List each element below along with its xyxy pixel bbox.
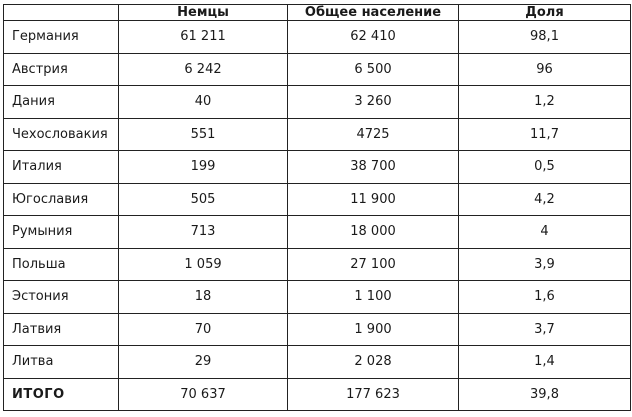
- share-value: 4,2: [459, 183, 631, 216]
- population-count: 27 100: [288, 248, 459, 281]
- country-name: Италия: [4, 151, 119, 184]
- share-value: 98,1: [459, 21, 631, 54]
- table-row: [4, 21, 631, 54]
- country-name: Германия: [4, 21, 119, 54]
- share-value: 96: [459, 53, 631, 86]
- table-row: [4, 86, 631, 119]
- total-germans: 70 637: [119, 378, 288, 411]
- header-country: [4, 5, 119, 21]
- share-value: 1,6: [459, 281, 631, 314]
- table-row: [4, 281, 631, 314]
- total-row: [4, 378, 631, 411]
- germans-count: 6 242: [119, 53, 288, 86]
- share-value: 0,5: [459, 151, 631, 184]
- germans-count: 1 059: [119, 248, 288, 281]
- country-name: Польша: [4, 248, 119, 281]
- share-value: 4: [459, 216, 631, 249]
- population-count: 3 260: [288, 86, 459, 119]
- country-name: Румыния: [4, 216, 119, 249]
- country-name: Латвия: [4, 313, 119, 346]
- header-share: Доля: [459, 5, 631, 21]
- germans-count: 551: [119, 118, 288, 151]
- table-row: [4, 248, 631, 281]
- share-value: 11,7: [459, 118, 631, 151]
- germans-count: 199: [119, 151, 288, 184]
- population-count: 4725: [288, 118, 459, 151]
- table-row: [4, 216, 631, 249]
- share-value: 1,2: [459, 86, 631, 119]
- population-count: 1 100: [288, 281, 459, 314]
- population-count: 6 500: [288, 53, 459, 86]
- header-row: [4, 5, 631, 21]
- table-row: [4, 118, 631, 151]
- population-count: 11 900: [288, 183, 459, 216]
- table-row: [4, 151, 631, 184]
- table-row: [4, 183, 631, 216]
- total-population: 177 623: [288, 378, 459, 411]
- share-value: 3,9: [459, 248, 631, 281]
- table-row: [4, 313, 631, 346]
- total-share: 39,8: [459, 378, 631, 411]
- country-name: Австрия: [4, 53, 119, 86]
- country-name: Чехословакия: [4, 118, 119, 151]
- country-name: Литва: [4, 346, 119, 379]
- country-name: Югославия: [4, 183, 119, 216]
- germans-count: 70: [119, 313, 288, 346]
- germans-count: 40: [119, 86, 288, 119]
- population-count: 18 000: [288, 216, 459, 249]
- share-value: 1,4: [459, 346, 631, 379]
- country-name: Дания: [4, 86, 119, 119]
- header-population: Общее население: [288, 5, 459, 21]
- germans-count: 505: [119, 183, 288, 216]
- germans-count: 29: [119, 346, 288, 379]
- population-table: [3, 4, 631, 411]
- germans-count: 18: [119, 281, 288, 314]
- header-germans: Немцы: [119, 5, 288, 21]
- population-count: 62 410: [288, 21, 459, 54]
- population-count: 1 900: [288, 313, 459, 346]
- country-name: Эстония: [4, 281, 119, 314]
- population-count: 38 700: [288, 151, 459, 184]
- germans-count: 713: [119, 216, 288, 249]
- share-value: 3,7: [459, 313, 631, 346]
- table-row: [4, 53, 631, 86]
- population-count: 2 028: [288, 346, 459, 379]
- total-label: ИТОГО: [4, 378, 119, 411]
- germans-count: 61 211: [119, 21, 288, 54]
- table-row: [4, 346, 631, 379]
